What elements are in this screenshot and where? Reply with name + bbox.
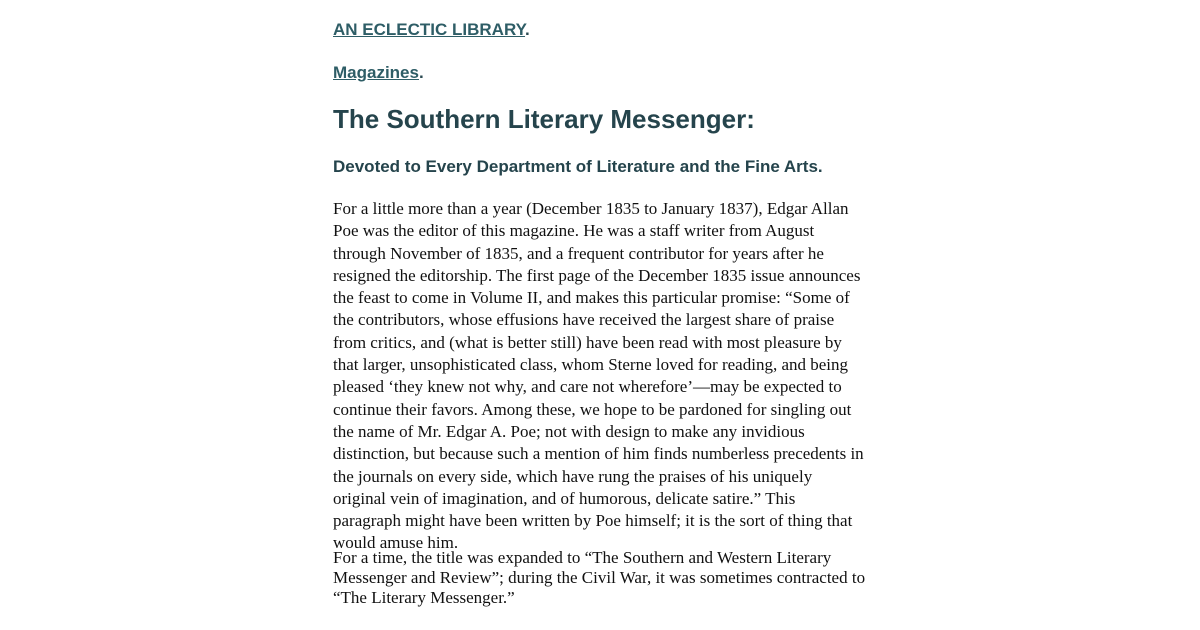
body-paragraph: For a little more than a year (December 1835 to January 1837), Edgar Allan Poe was the editor of this magazine. He was a staff writer from August through November of 1835, and a frequent contributor for years after he resigned the editorship. The first page of the December 1835 issue announces the feast to come in Volume II, and makes this particular promise: “Some of the contributors, whose effusions have received the largest share of praise from critics, and (what is better still) have been read with most pleasure by that larger, unsophisticated class, whom Sterne loved for reading, and being pleased ‘they knew not why, and care not wherefore’—may be expected to continue their favors. Among these, we hope to be pardoned for singling out the name of Mr. Edgar A. Poe; not with design to make any invidious distinction, but because such a mention of him finds numberless precedents in the journals on every side, which have rung the praises of his uniquely original vein of imagination, and of humorous, delicate satire.” This paragraph might have been written by Poe himself; it is the sort of thing that would amuse him. [333, 199, 864, 553]
page-title: The Southern Literary Messenger: [333, 104, 755, 134]
magazines-link[interactable]: Magazines [333, 63, 419, 82]
page-subtitle: Devoted to Every Department of Literature and the Fine Arts. [333, 157, 823, 176]
body-paragraph: For a time, the title was expanded to “The Southern and Western Literary Messenger and Review”; during the Civil War, it was sometimes contracted to “The Literary Messenger.” [333, 548, 866, 607]
library-link[interactable]: AN ECLECTIC LIBRARY [333, 20, 526, 39]
breadcrumb-period: . [525, 20, 530, 39]
breadcrumb-library [333, 20, 530, 40]
breadcrumb-period: . [418, 63, 424, 82]
breadcrumb-magazines [333, 63, 424, 83]
